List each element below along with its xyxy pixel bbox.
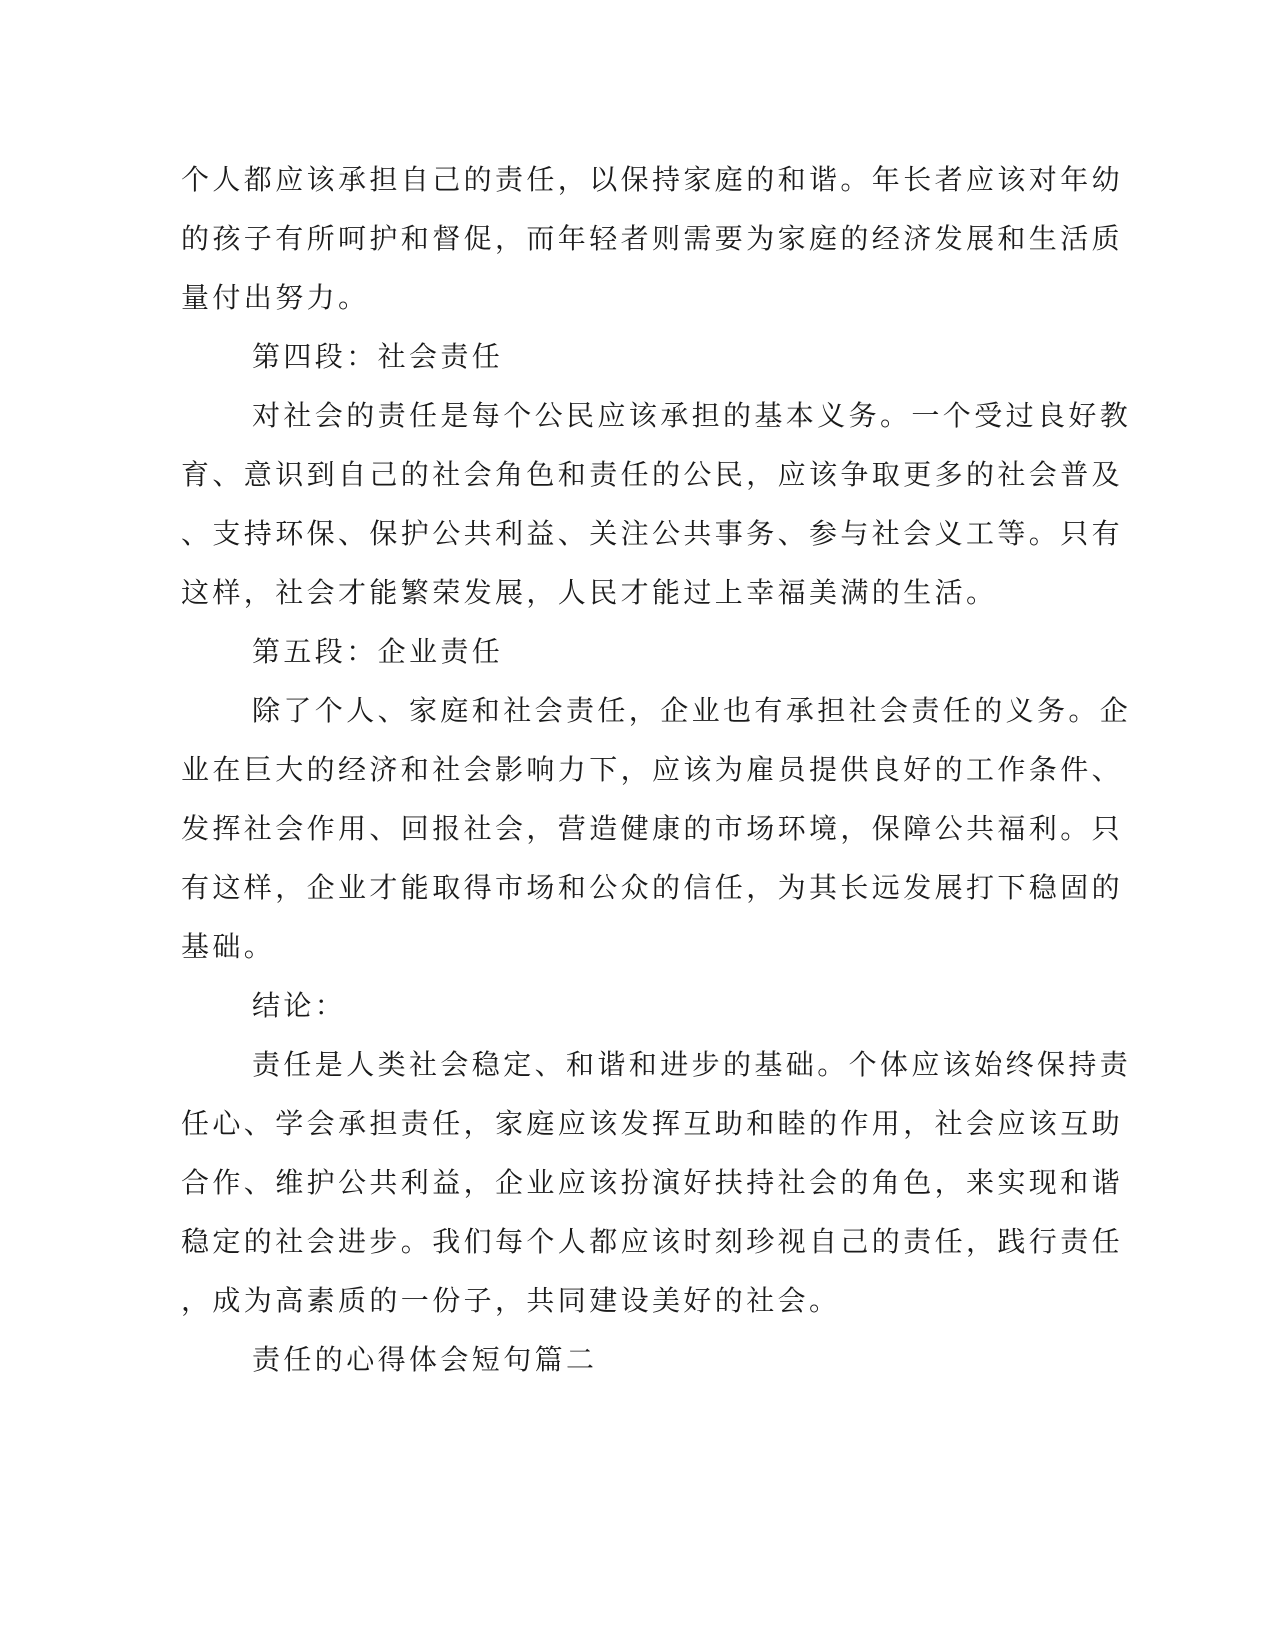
text-line: 除了个人、家庭和社会责任，企业也有承担社会责任的义务。企: [252, 694, 1132, 727]
text-line: 基础。: [181, 930, 276, 963]
text-line: 量付出努力。: [181, 281, 370, 314]
text-line: ，成为高素质的一份子，共同建设美好的社会。: [181, 1284, 841, 1317]
text-line: 、支持环保、保护公共利益、关注公共事务、参与社会义工等。只有: [181, 517, 1124, 550]
text-line: 稳定的社会进步。我们每个人都应该时刻珍视自己的责任，践行责任: [181, 1225, 1124, 1258]
text-line: 任心、学会承担责任，家庭应该发挥互助和睦的作用，社会应该互助: [181, 1107, 1124, 1140]
text-line: 的孩子有所呵护和督促，而年轻者则需要为家庭的经济发展和生活质: [181, 222, 1124, 255]
text-line: 这样，社会才能繁荣发展，人民才能过上幸福美满的生活。: [181, 576, 998, 609]
section-heading-4: 第四段：社会责任: [252, 340, 504, 373]
section-title: 责任的心得体会短句篇二: [252, 1343, 598, 1376]
text-line: 有这样，企业才能取得市场和公众的信任，为其长远发展打下稳固的: [181, 871, 1124, 904]
text-line: 对社会的责任是每个公民应该承担的基本义务。一个受过良好教: [252, 399, 1132, 432]
text-line: 合作、维护公共利益，企业应该扮演好扶持社会的角色，来实现和谐: [181, 1166, 1124, 1199]
text-line: 责任是人类社会稳定、和谐和进步的基础。个体应该始终保持责: [252, 1048, 1132, 1081]
text-line: 发挥社会作用、回报社会，营造健康的市场环境，保障公共福利。只: [181, 812, 1124, 845]
text-line: 个人都应该承担自己的责任，以保持家庭的和谐。年长者应该对年幼: [181, 163, 1124, 196]
text-line: 业在巨大的经济和社会影响力下，应该为雇员提供良好的工作条件、: [181, 753, 1124, 786]
section-heading-5: 第五段：企业责任: [252, 635, 504, 668]
conclusion-heading: 结论：: [252, 989, 347, 1022]
text-line: 育、意识到自己的社会角色和责任的公民，应该争取更多的社会普及: [181, 458, 1124, 491]
